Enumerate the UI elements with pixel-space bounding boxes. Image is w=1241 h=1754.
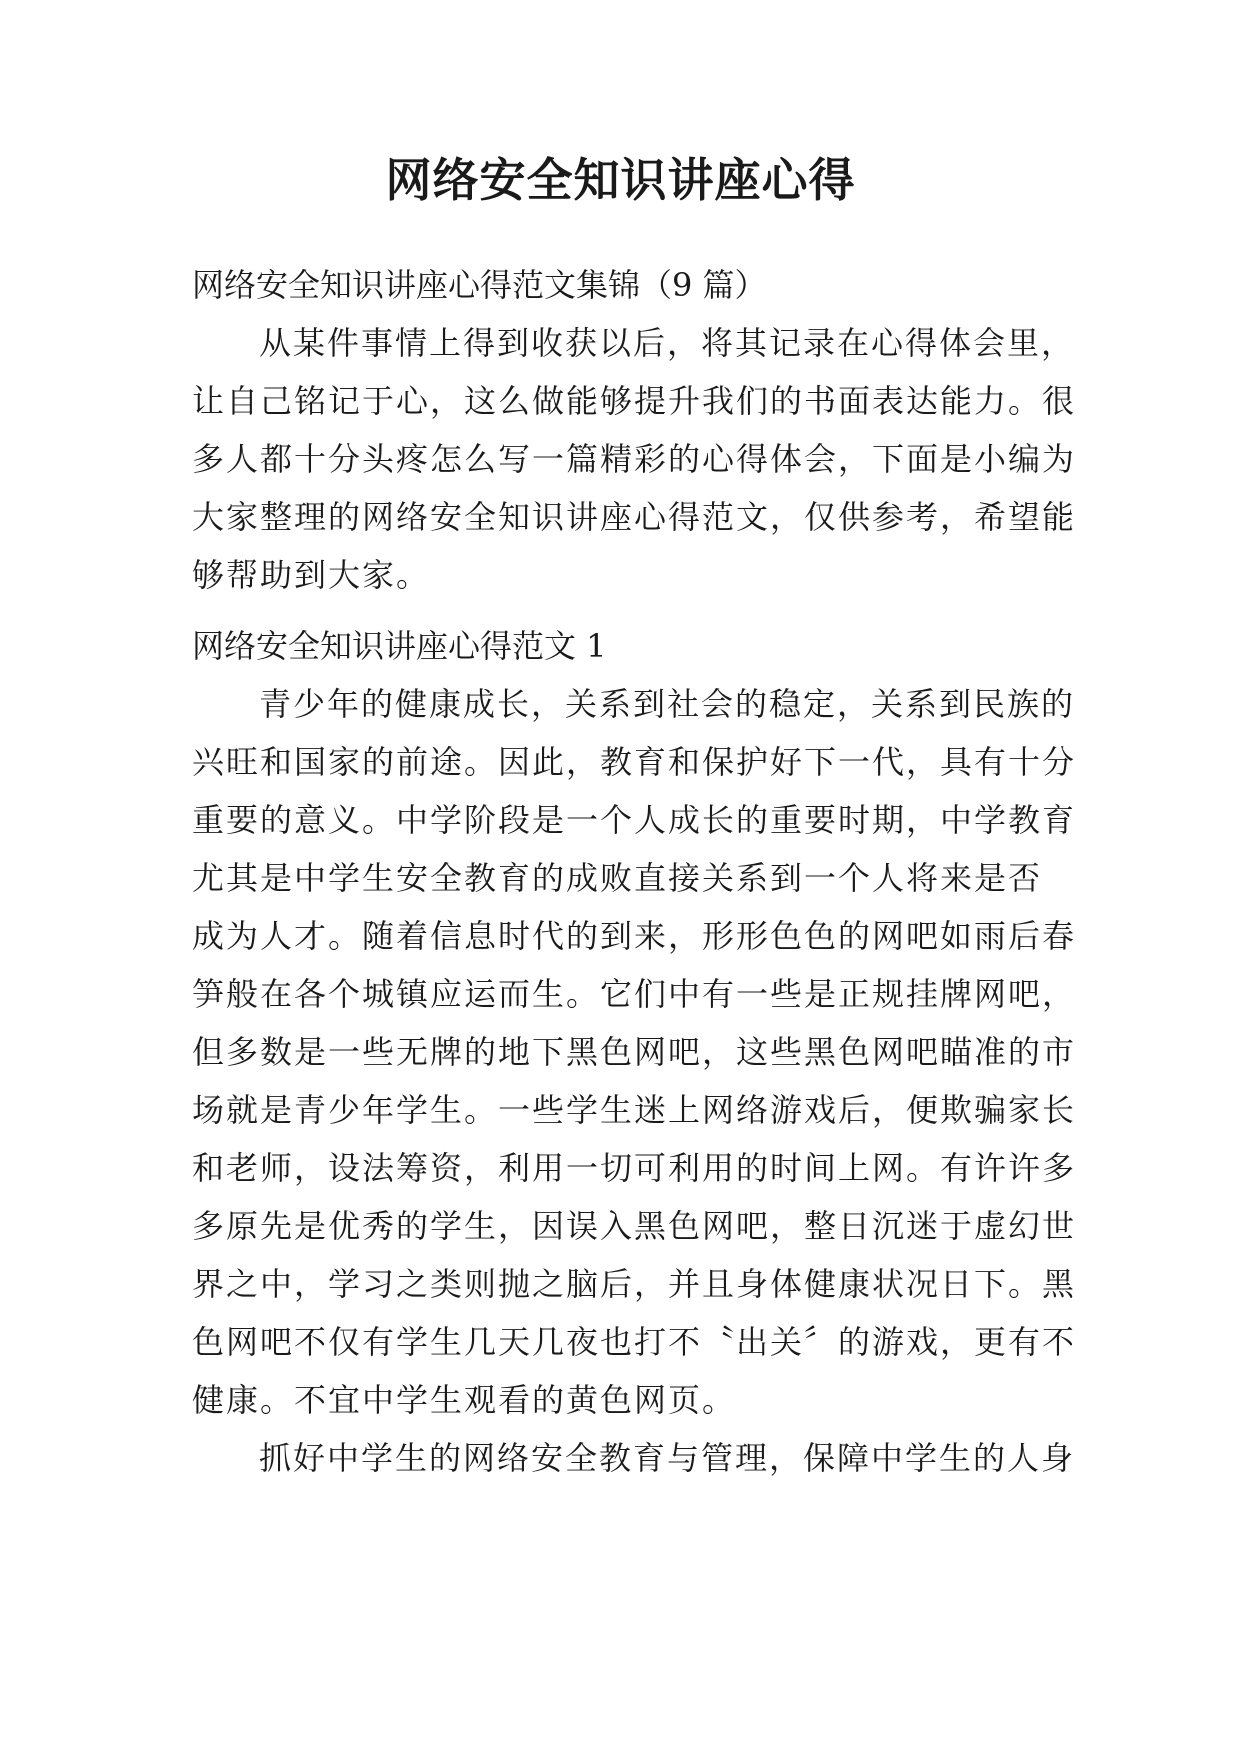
- paragraph-line: 大家整理的网络安全知识讲座心得范文，仅供参考，希望能: [192, 498, 1077, 536]
- paragraph-line: 健康。不宜中学生观看的黄色网页。: [192, 1381, 737, 1419]
- paragraph-line: 兴旺和国家的前途。因此，教育和保护好下一代，具有十分: [192, 743, 1077, 781]
- paragraph-line: 够帮助到大家。: [192, 556, 431, 594]
- paragraph-line: 但多数是一些无牌的地下黑色网吧，这些黑色网吧瞄准的市: [192, 1033, 1077, 1071]
- paragraph-line: 重要的意义。中学阶段是一个人成长的重要时期，中学教育: [192, 801, 1077, 839]
- paragraph-line: 和老师，设法筹资，利用一切可利用的时间上网。有许许多: [192, 1149, 1077, 1187]
- paragraph-line: 界之中，学习之类则抛之脑后，并且身体健康状况日下。黑: [192, 1265, 1077, 1303]
- section-1-paragraph-1: [192, 675, 1077, 1429]
- paragraph-line: 让自己铭记于心，这么做能够提升我们的书面表达能力。很: [192, 382, 1077, 420]
- section-heading: 网络安全知识讲座心得范文 1: [192, 627, 607, 665]
- document-body: [192, 256, 1077, 604]
- intro-paragraph: [192, 314, 1077, 604]
- paragraph-line: 多人都十分头疼怎么写一篇精彩的心得体会，下面是小编为: [192, 440, 1077, 478]
- paragraph-line: 抓好中学生的网络安全教育与管理，保障中学生的人身: [259, 1439, 1076, 1477]
- document-title: 网络安全知识讲座心得: [385, 153, 856, 207]
- paragraph-line: 从某件事情上得到收获以后，将其记录在心得体会里，: [259, 324, 1076, 362]
- section-1: [192, 617, 1077, 1487]
- paragraph-line: 笋般在各个城镇应运而生。它们中有一些是正规挂牌网吧，: [192, 975, 1077, 1013]
- paragraph-line: 色网吧不仅有学生几天几夜也打不〝出关〞的游戏，更有不: [192, 1323, 1077, 1361]
- collection-subtitle: 网络安全知识讲座心得范文集锦（9 篇）: [192, 266, 767, 304]
- paragraph-line: 多原先是优秀的学生，因误入黑色网吧，整日沉迷于虚幻世: [192, 1207, 1077, 1245]
- paragraph-line: 成为人才。随着信息时代的到来，形形色色的网吧如雨后春: [192, 917, 1077, 955]
- paragraph-line: 尤其是中学生安全教育的成败直接关系到一个人将来是否: [192, 859, 1043, 897]
- section-1-paragraph-2: [192, 1429, 1076, 1487]
- paragraph-line: 青少年的健康成长，关系到社会的稳定，关系到民族的: [259, 685, 1076, 723]
- paragraph-line: 场就是青少年学生。一些学生迷上网络游戏后，便欺骗家长: [192, 1091, 1077, 1129]
